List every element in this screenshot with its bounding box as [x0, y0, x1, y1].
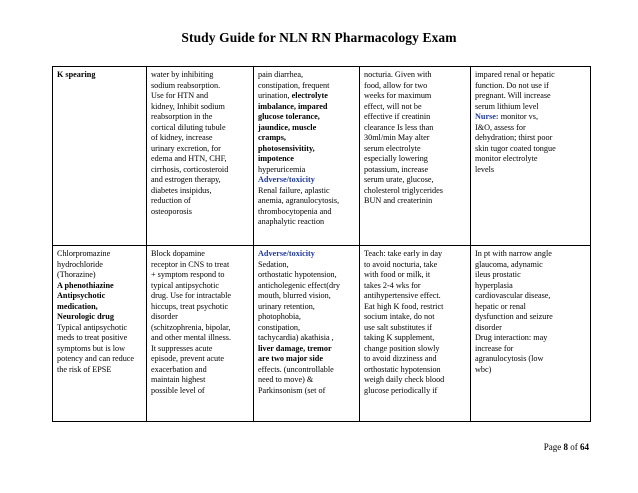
- bold-text: liver damage, tremor are two major side: [258, 343, 332, 363]
- text-segment: Teach: take early in day to avoid nocturia, take with food or milk, it takes 2-4 wks for antihypertensive effect. Eat high K food, restrict socium intake, do not use salt substitutes if taking K supplement, change position slowly to avoid dizziness and orthostatic hypotension weigh daily check blood glucose periodically if: [364, 249, 445, 395]
- text-segment: Renal failure, aplastic anemia, agranulocytosis, thrombocytopenia and anaphalytic reaction: [258, 185, 340, 226]
- page-title: Study Guide for NLN RN Pharmacology Exam: [181, 30, 457, 45]
- mechanism-use-cell: [147, 67, 254, 246]
- highlight-label: Nurse:: [475, 112, 499, 121]
- highlight-label: Adverse/toxicity: [258, 249, 315, 258]
- drug-name-cell: [53, 246, 147, 422]
- page-word: Page: [543, 442, 564, 452]
- nursing-considerations-cell: [360, 67, 471, 246]
- text-segment: In pt with narrow angle glaucoma, adynamic ileus prostatic hyperplasia cardiovascular disease, hepatic or renal dysfunction and seizure disorder Drug interaction: may increase for agranulocytosis (low wbc): [475, 249, 553, 374]
- text-segment: Chlorpromazine hydrochloride (Thorazine): [57, 249, 111, 279]
- page-footer: [544, 442, 589, 452]
- cell-text: [258, 249, 355, 396]
- bold-text: electrolyte imbalance, impared glucose tolerance, jaundice, muscle cramps, photosensivitity, impotence: [258, 91, 328, 163]
- cell-text: [364, 70, 466, 207]
- bold-text: K spearing: [57, 70, 96, 79]
- text-segment: pain diarrhea, constipation, frequent urination,: [258, 70, 330, 100]
- text-segment: Sedation, orthostatic hypotension, anticholegenic effect(dry mouth, blurred vision, urinary retention, photophobia, constipation, tachycardia) akathisia ,: [258, 259, 340, 342]
- text-segment: hyperuricemia: [258, 164, 306, 174]
- of-word: of: [568, 442, 580, 452]
- table-row: [53, 246, 591, 422]
- text-segment: effects. (uncontrollable need to move) & Parkinsonism (set of: [258, 364, 334, 395]
- text-segment: impared renal or hepatic function. Do not use if pregnant. Will increase serum lithium level: [475, 70, 555, 111]
- page-number: 8: [563, 442, 568, 452]
- text-segment: nocturia. Given with food, allow for two weeks for maximum effect, will not be effective if creatinin clearance Is less than 30ml/min May alter serum electrolyte especially lowering potassium, increase serum urate, glucose, cholesterol triglycerides BUN and createrinin: [364, 70, 443, 205]
- text-segment: monitor vs, I&O, assess for dehydration; thirst poor skin tugor coated tongue monitor electrolyte levels: [475, 112, 556, 174]
- cell-text: [258, 70, 355, 228]
- page-total: 64: [580, 442, 589, 452]
- text-segment: Block dopamine receptor in CNS to treat + symptom respond to typical antipsychotic drug. Use for intractable hiccups, treat psychotic disorder (schitzophrenia, bipolar, and other mental illness. It suppresses acute episode, prevent acute exacerbation and maintain highest possible level of: [151, 249, 232, 395]
- contraindications-cell: [471, 246, 591, 422]
- pharmacology-table: [52, 66, 591, 422]
- contraindications-cell: [471, 67, 591, 246]
- side-effects-cell: [254, 246, 360, 422]
- side-effects-cell: [254, 67, 360, 246]
- cell-text: [475, 70, 586, 175]
- cell-text: [475, 249, 586, 375]
- cell-text: [151, 249, 249, 396]
- cell-text: [57, 249, 142, 375]
- table-row: [53, 67, 591, 246]
- cell-text: [57, 70, 142, 81]
- drug-name-cell: [53, 67, 147, 246]
- nursing-considerations-cell: [360, 246, 471, 422]
- text-segment: Typical antipsychotic meds to treat positive symptoms but is low potency and can reduce the risk of EPSE: [57, 322, 135, 374]
- cell-text: [364, 249, 466, 396]
- mechanism-use-cell: [147, 246, 254, 422]
- bold-text: A phenothiazine Antipsychotic medication, Neurologic drug: [57, 280, 114, 321]
- text-segment: water by inhibiting sodium reabsorption. Use for HTN and kidney, Inhibit sodium reabsorption in the cortical diluting tubule of kidney, increase urinary excretion, for edema and HTN, CHF, cirrhosis, corticosteroid and estrogen therapy, diabetes insipidus, reduction of osteoporosis: [151, 70, 229, 216]
- highlight-label: Adverse/toxicity: [258, 175, 315, 184]
- cell-text: [151, 70, 249, 217]
